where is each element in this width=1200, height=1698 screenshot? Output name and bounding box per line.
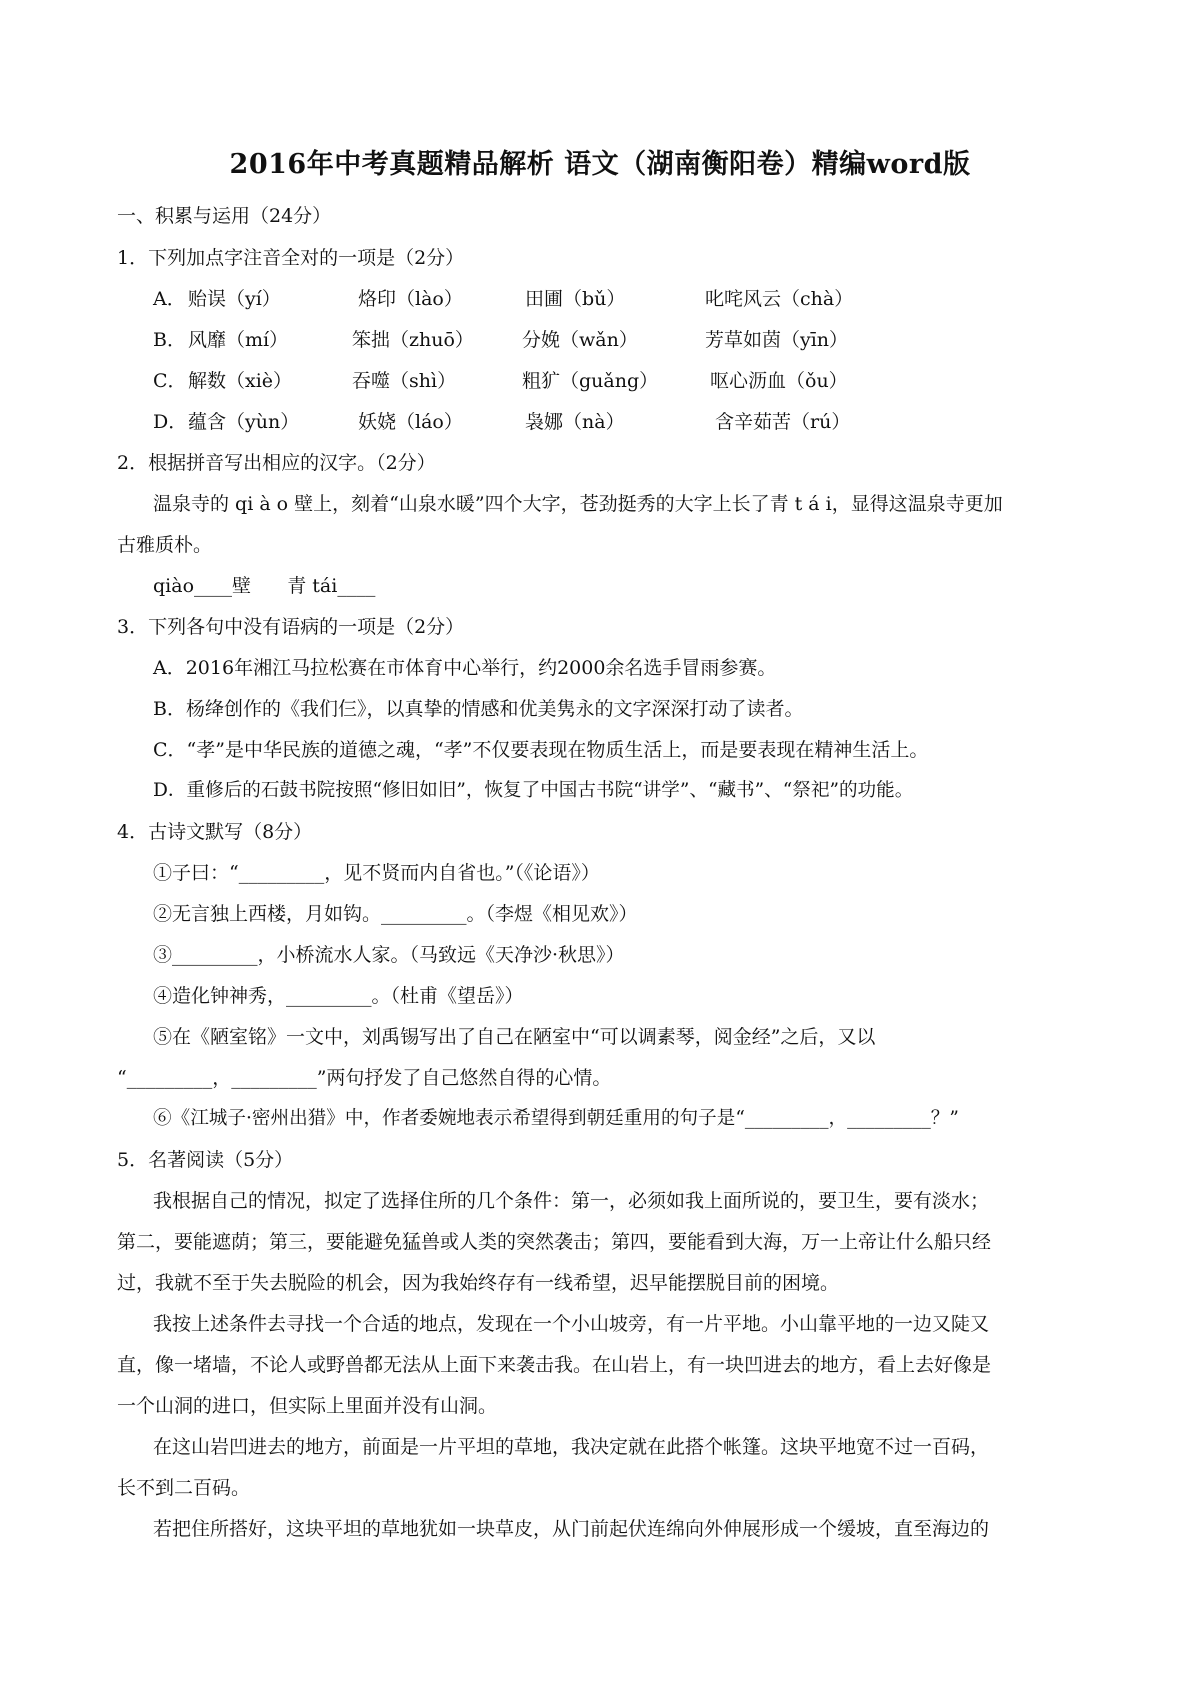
option-item: 袅娜（nà） [525, 411, 625, 433]
option-item: 风靡（mí） [188, 329, 289, 351]
question-4-stem: 4．古诗文默写（8分） [117, 821, 313, 843]
option-item: 贻误（yí） [188, 288, 281, 310]
question-4-item-1: ①子曰：“_________，见不贤而内自省也。”（《论语》） [153, 862, 600, 884]
passage-line: 我按上述条件去寻找一个合适的地点，发现在一个小山坡旁，有一片平地。小山靠平地的一边又陡又 [153, 1313, 990, 1335]
section-heading: 一、积累与运用（24分） [117, 205, 332, 227]
question-3-option-c: C．“孝”是中华民族的道德之魂，“孝”不仅要表现在物质生活上，而是要表现在精神生活上。 [153, 739, 929, 761]
option-item: 芳草如茵（yīn） [705, 329, 849, 351]
option-item: 分娩（wǎn） [522, 329, 638, 351]
passage-line: 在这山岩凹进去的地方，前面是一片平坦的草地，我决定就在此搭个帐篷。这块平地宽不过一百码， [153, 1436, 990, 1458]
passage-line: 第二，要能遮荫；第三，要能避免猛兽或人类的突然袭击；第四，要能看到大海，万一上帝让什么船只经 [117, 1231, 992, 1253]
question-4-item-5: ⑤在《陋室铭》一文中，刘禹锡写出了自己在陋室中“可以调素琴，阅金经”之后，又以 [153, 1026, 876, 1048]
question-3-option-b: B．杨绛创作的《我们仨》，以真挚的情感和优美隽永的文字深深打动了读者。 [153, 698, 804, 720]
question-2-passage-cont: 古雅质朴。 [117, 534, 213, 556]
passage-line: 我根据自己的情况，拟定了选择住所的几个条件：第一，必须如我上面所说的，要卫生，要有淡水； [153, 1190, 990, 1212]
option-item: 含辛茹苦（rú） [715, 411, 851, 433]
question-2-answer-blanks: qiào____壁 青 tái____ [153, 575, 376, 597]
option-item: 蕴含（yùn） [188, 411, 300, 433]
option-item: 粗犷（guǎng） [522, 370, 659, 392]
passage-line: 一个山洞的进口，但实际上里面并没有山洞。 [117, 1395, 498, 1417]
option-item: 吞噬（shì） [352, 370, 457, 392]
question-3-stem: 3．下列各句中没有语病的一项是（2分） [117, 616, 465, 638]
question-3-option-a: A．2016年湘江马拉松赛在市体育中心举行，约2000余名选手冒雨参赛。 [153, 657, 777, 679]
question-2-stem: 2．根据拼音写出相应的汉字。（2分） [117, 452, 436, 474]
question-5-stem: 5．名著阅读（5分） [117, 1149, 294, 1171]
option-item: 呕心沥血（ǒu） [710, 370, 848, 392]
passage-line: 若把住所搭好，这块平坦的草地犹如一块草皮，从门前起伏连绵向外伸展形成一个缓坡，直至海边的 [153, 1518, 990, 1540]
question-4-item-3: ③_________，小桥流水人家。（马致远《天净沙·秋思》） [153, 944, 625, 966]
document-title: 2016年中考真题精品解析 语文（湖南衡阳卷）精编word版 [229, 149, 971, 180]
question-2-passage: 温泉寺的 qi à o 壁上，刻着“山泉水暖”四个大字，苍劲挺秀的大字上长了青 t á i，显得这温泉寺更加 [153, 493, 1003, 515]
question-4-item-5-cont: “_________，_________”两句抒发了自己悠然自得的心情。 [117, 1067, 612, 1089]
question-1-stem: 1．下列加点字注音全对的一项是（2分） [117, 247, 465, 269]
option-item: 田圃（bǔ） [525, 288, 626, 310]
option-label: D． [153, 411, 188, 433]
option-item: 烙印（lào） [358, 288, 463, 310]
question-4-item-6: ⑥《江城子·密州出猎》中，作者委婉地表示希望得到朝廷重用的句子是“_________，_________？” [153, 1108, 959, 1129]
passage-line: 长不到二百码。 [117, 1477, 251, 1499]
question-4-item-4: ④造化钟神秀，_________。（杜甫《望岳》） [153, 985, 524, 1007]
passage-line: 过，我就不至于失去脱险的机会，因为我始终存有一线希望，迟早能摆脱目前的困境。 [117, 1272, 840, 1294]
option-label: A． [153, 288, 186, 310]
option-item: 妖娆（láo） [358, 411, 463, 433]
option-label: B． [153, 329, 186, 351]
option-item: 解数（xiè） [188, 370, 293, 392]
passage-line: 直，像一堵墙，不论人或野兽都无法从上面下来袭击我。在山岩上，有一块凹进去的地方，看上去好像是 [117, 1354, 992, 1376]
question-4-item-2: ②无言独上西楼，月如钩。_________。（李煜《相见欢》） [153, 903, 638, 925]
option-item: 笨拙（zhuō） [352, 329, 474, 351]
option-item: 叱咤风云（chà） [705, 288, 854, 310]
option-label: C． [153, 370, 187, 392]
question-3-option-d: D．重修后的石鼓书院按照“修旧如旧”，恢复了中国古书院“讲学”、“藏书”、“祭祀”的功能。 [153, 780, 914, 801]
